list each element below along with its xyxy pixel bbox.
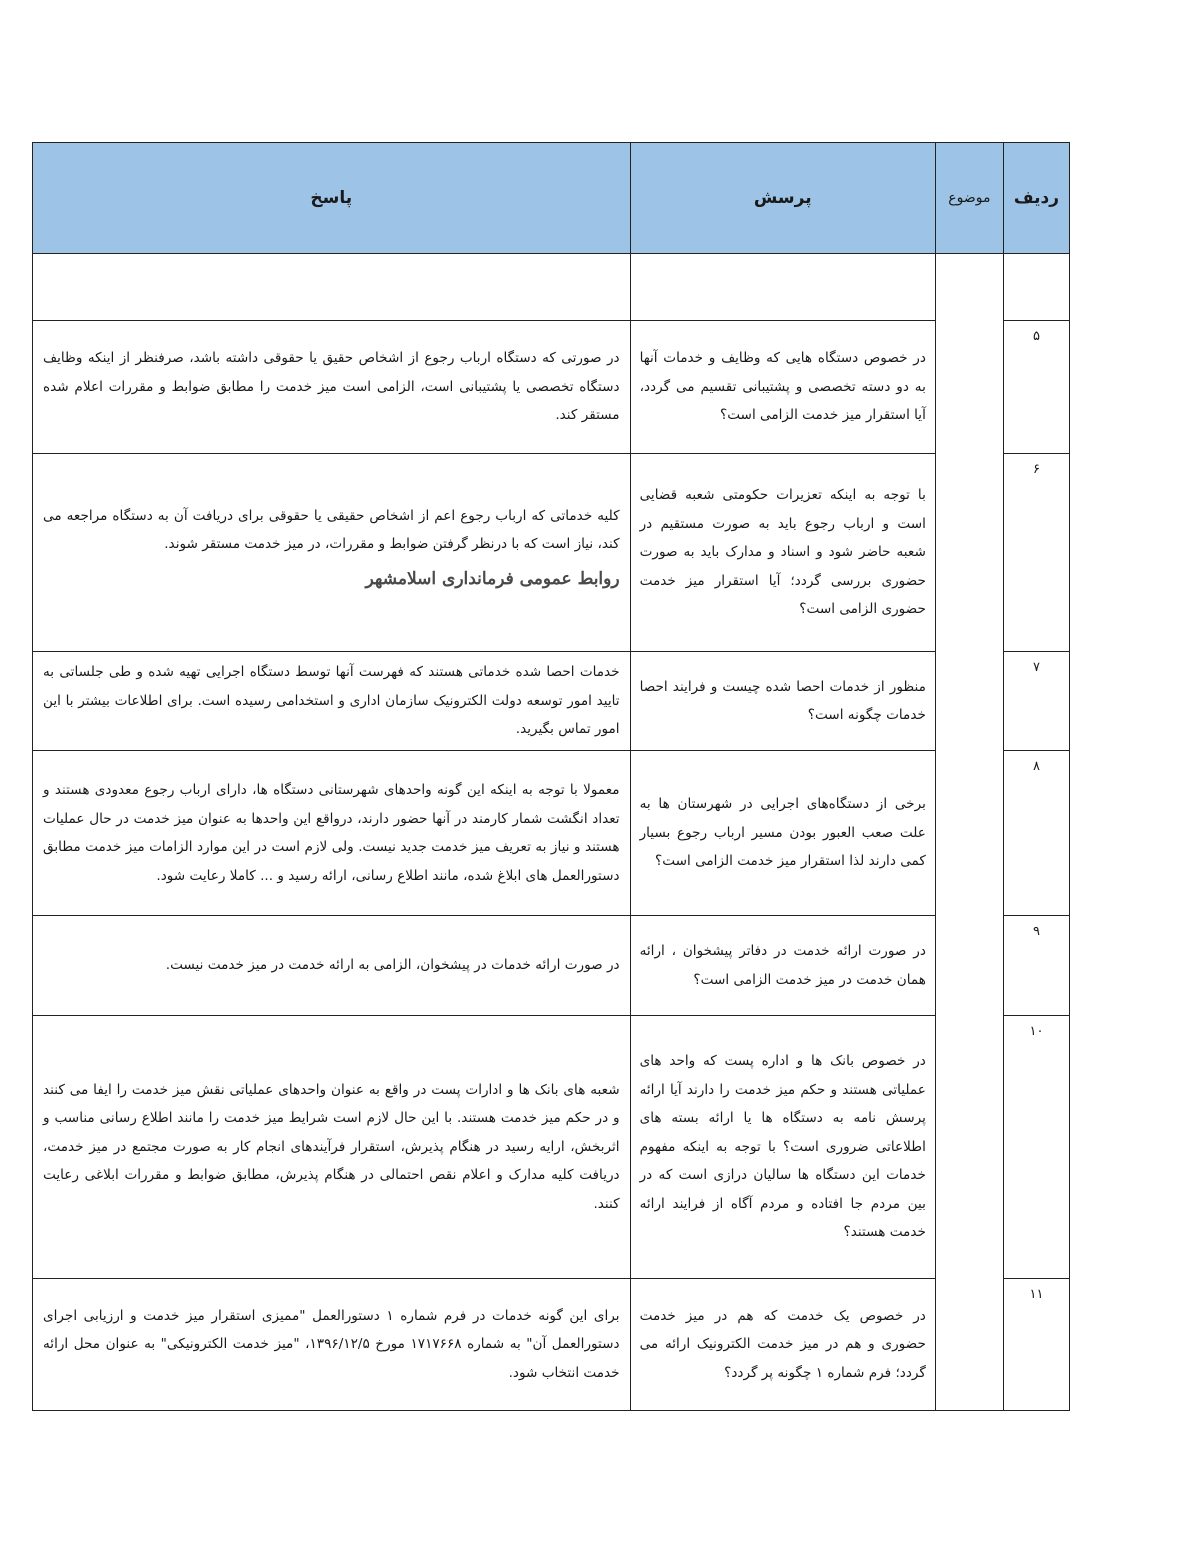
row-number: ۶ [1003, 454, 1069, 652]
table-row [33, 916, 1070, 1016]
answer-text: کلیه خدماتی که ارباب رجوع اعم از اشخاص حقیقی یا حقوقی برای دریافت آن به دستگاه مراجعه می کند، نیاز است که با درنظر گرفتن ضوابط و مقررات، در میز خدمت مستقر شوند. [43, 507, 620, 553]
faq-table [32, 142, 1070, 1411]
row-number [1003, 254, 1069, 321]
table-row [33, 454, 1070, 652]
question-cell: در خصوص دستگاه هایی که وظایف و خدمات آنها به دو دسته تخصصی و پشتیبانی تقسیم می گردد، آیا استقرار میز خدمت الزامی است؟ [630, 321, 935, 454]
header-subject: موضوع [935, 143, 1003, 254]
question-cell: با توجه به اینکه تعزیرات حکومتی شعبه قضایی است و ارباب رجوع باید به صورت مستقیم در شعبه حاضر شود و اسناد و مدارک باید به صورت حضوری بررسی گردد؛ آیا استقرار میز خدمت حضوری الزامی است؟ [630, 454, 935, 652]
header-row [33, 143, 1070, 254]
question-cell: در خصوص یک خدمت که هم در میز خدمت حضوری و هم در میز خدمت الکترونیک ارائه می گردد؛ فرم شماره ۱ چگونه پر گردد؟ [630, 1279, 935, 1411]
row-number: ۸ [1003, 751, 1069, 916]
row-number: ۱۱ [1003, 1279, 1069, 1411]
header-row-number: ردیف [1003, 143, 1069, 254]
row-number: ۹ [1003, 916, 1069, 1016]
answer-cell: در صورت ارائه خدمات در پیشخوان، الزامی به ارائه خدمت در میز خدمت نیست. [33, 916, 631, 1016]
table-row [33, 1279, 1070, 1411]
question-cell: منظور از خدمات احصا شده چیست و فرایند احصا خدمات چگونه است؟ [630, 652, 935, 751]
row-number: ۱۰ [1003, 1016, 1069, 1279]
question-cell: در صورت ارائه خدمت در دفاتر پیشخوان ، ارائه همان خدمت در میز خدمت الزامی است؟ [630, 916, 935, 1016]
answer-cell: برای این گونه خدمات در فرم شماره ۱ دستورالعمل "ممیزی استقرار میز خدمت و ارزیابی اجرای دستورالعمل آن" به شماره ۱۷۱۷۶۶۸ مورخ ۱۳۹۶/۱۲/۵، "میز خدمت الکترونیکی" به عنوان محل ارائه خدمت انتخاب شود. [33, 1279, 631, 1411]
answer-cell: شعبه های بانک ها و ادارات پست در واقع به عنوان واحدهای عملیاتی نقش میز خدمت را ایفا می کنند و در حکم میز خدمت هستند. با این حال لازم است شرایط میز خدمت را مانند اطلاع رسانی مناسب و اثربخش، ارایه رسید در هنگام پذیرش، استقرار فرآیندهای انجام کار به صورت مجتمع در میز خدمت، دریافت کلیه مدارک و اعلام نقص احتمالی در هنگام پذیرش، مطابق ضوابط و مقررات ابلاغی رعایت کنند. [33, 1016, 631, 1279]
answer-cell: خدمات احصا شده خدماتی هستند که فهرست آنها توسط دستگاه اجرایی تهیه شده و طی جلساتی به تایید امور توسعه دولت الکترونیک سازمان اداری و استخدامی رسیده است. برای اطلاعات بیشتر با این امور تماس بگیرید. [33, 652, 631, 751]
row-number: ۷ [1003, 652, 1069, 751]
table-row [33, 254, 1070, 321]
table-row [33, 321, 1070, 454]
answer-cell [33, 254, 631, 321]
answer-cell [33, 454, 631, 652]
question-cell: برخی از دستگاه‌های اجرایی در شهرستان ها به علت صعب العبور بودن مسیر ارباب رجوع بسیار کمی دارند لذا استقرار میز خدمت الزامی است؟ [630, 751, 935, 916]
subject-cell [935, 254, 1003, 1411]
office-stamp: روابط عمومی فرمانداری اسلامشهر [365, 568, 620, 589]
header-question: پرسش [630, 143, 935, 254]
answer-cell: در صورتی که دستگاه ارباب رجوع از اشخاص حقیق یا حقوقی داشته باشد، صرفنظر از اینکه وظایف دستگاه تخصصی یا پشتیبانی است، الزامی است میز خدمت را مطابق ضوابط و مقررات اعلام شده مستقر کند. [33, 321, 631, 454]
question-cell: در خصوص بانک ها و اداره پست که واحد های عملیاتی هستند و حکم میز خدمت را دارند آیا ارائه پرسش نامه به دستگاه ها یا ارائه بسته های اطلاعاتی ضروری است؟ با توجه به اینکه مفهوم خدمات این دستگاه ها سالیان درازی است که در بین مردم جا افتاده و مردم آگاه از فرایند ارائه خدمت هستند؟ [630, 1016, 935, 1279]
question-cell [630, 254, 935, 321]
row-number: ۵ [1003, 321, 1069, 454]
table-row [33, 1016, 1070, 1279]
table-row [33, 652, 1070, 751]
stamp-wrap [43, 565, 620, 594]
header-answer: پاسخ [33, 143, 631, 254]
table-row [33, 751, 1070, 916]
answer-cell: معمولا با توجه به اینکه این گونه واحدهای شهرستانی دستگاه ها، دارای ارباب رجوع معدودی هستند و تعداد انگشت شمار کارمند در آنها حضور دارند، درواقع این واحدها به عنوان میز خدمت در حال عملیات هستند و نیاز به تعریف میز خدمت جدید نیست. ولی لازم است در این موارد الزامات میز خدمت مطابق دستورالعمل های ابلاغ شده، مانند اطلاع رسانی، ارائه رسید و ... کاملا رعایت شود. [33, 751, 631, 916]
